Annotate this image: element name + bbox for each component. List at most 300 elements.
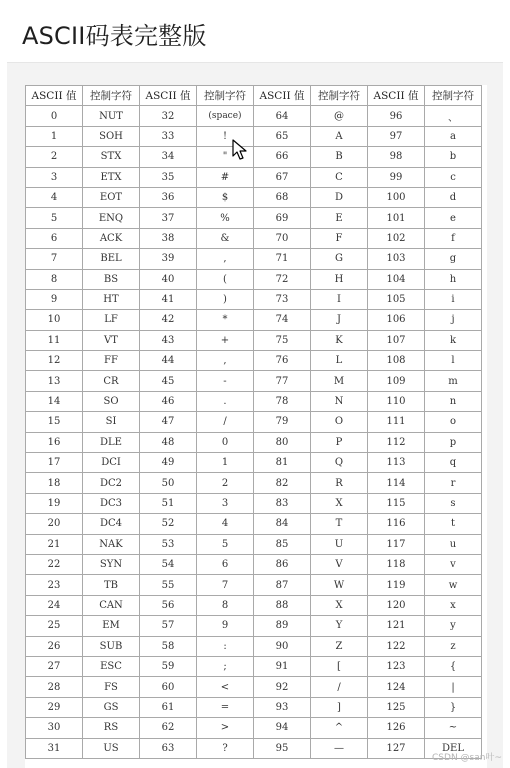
control-char-cell: + — [197, 330, 254, 350]
control-char-cell: C — [311, 167, 368, 187]
control-char-cell: 7 — [197, 575, 254, 595]
control-char-cell: V — [311, 554, 368, 574]
control-char-cell: VT — [83, 330, 140, 350]
control-char-cell: w — [425, 575, 482, 595]
ascii-value-cell: 78 — [254, 391, 311, 411]
control-char-cell: p — [425, 432, 482, 452]
ascii-value-cell: 124 — [368, 677, 425, 697]
control-char-cell: ! — [197, 126, 254, 146]
ascii-value-cell: 76 — [254, 351, 311, 371]
ascii-value-cell: 107 — [368, 330, 425, 350]
ascii-value-cell: 59 — [140, 656, 197, 676]
ascii-value-cell: 105 — [368, 289, 425, 309]
control-char-cell: Y — [311, 616, 368, 636]
ascii-value-cell: 125 — [368, 697, 425, 717]
ascii-value-cell: 64 — [254, 106, 311, 126]
control-char-cell: c — [425, 167, 482, 187]
control-char-cell: NUT — [83, 106, 140, 126]
table-row — [26, 391, 482, 411]
control-char-cell: < — [197, 677, 254, 697]
ascii-value-cell: 108 — [368, 351, 425, 371]
control-char-cell: DC2 — [83, 473, 140, 493]
control-char-cell: ENQ — [83, 208, 140, 228]
control-char-cell: n — [425, 391, 482, 411]
ascii-value-cell: 5 — [26, 208, 83, 228]
ascii-value-cell: 91 — [254, 656, 311, 676]
ascii-value-cell: 20 — [26, 514, 83, 534]
control-char-cell: ) — [197, 289, 254, 309]
ascii-value-cell: 1 — [26, 126, 83, 146]
ascii-value-cell: 50 — [140, 473, 197, 493]
ascii-value-cell: 109 — [368, 371, 425, 391]
ascii-value-cell: 94 — [254, 718, 311, 738]
control-char-cell: DLE — [83, 432, 140, 452]
control-char-cell: J — [311, 310, 368, 330]
control-char-cell: — — [311, 738, 368, 758]
table-header-row — [26, 86, 482, 106]
control-char-cell: , — [197, 249, 254, 269]
ascii-value-cell: 79 — [254, 412, 311, 432]
control-char-cell: R — [311, 473, 368, 493]
control-char-cell: F — [311, 228, 368, 248]
table-row — [26, 310, 482, 330]
ascii-value-cell: 69 — [254, 208, 311, 228]
control-char-cell: # — [197, 167, 254, 187]
control-char-cell: N — [311, 391, 368, 411]
control-char-cell: H — [311, 269, 368, 289]
ascii-value-cell: 80 — [254, 432, 311, 452]
control-char-cell: W — [311, 575, 368, 595]
table-row — [26, 493, 482, 513]
ascii-value-cell: 8 — [26, 269, 83, 289]
control-char-cell: E — [311, 208, 368, 228]
table-row — [26, 147, 482, 167]
control-char-cell: { — [425, 656, 482, 676]
control-char-cell: I — [311, 289, 368, 309]
ascii-value-cell: 51 — [140, 493, 197, 513]
control-char-cell: US — [83, 738, 140, 758]
control-char-cell: FS — [83, 677, 140, 697]
control-char-cell: ; — [197, 656, 254, 676]
control-char-cell: d — [425, 187, 482, 207]
control-char-cell: M — [311, 371, 368, 391]
control-char-cell: HT — [83, 289, 140, 309]
ascii-value-cell: 61 — [140, 697, 197, 717]
ascii-value-cell: 75 — [254, 330, 311, 350]
ascii-value-cell: 95 — [254, 738, 311, 758]
ascii-value-cell: 2 — [26, 147, 83, 167]
ascii-value-cell: 57 — [140, 616, 197, 636]
ascii-value-cell: 38 — [140, 228, 197, 248]
control-char-cell: G — [311, 249, 368, 269]
ascii-value-cell: 73 — [254, 289, 311, 309]
ascii-value-cell: 31 — [26, 738, 83, 758]
control-char-cell: Z — [311, 636, 368, 656]
ascii-value-cell: 33 — [140, 126, 197, 146]
ascii-value-cell: 72 — [254, 269, 311, 289]
ascii-value-cell: 52 — [140, 514, 197, 534]
ascii-value-cell: 118 — [368, 554, 425, 574]
table-row — [26, 534, 482, 554]
table-row — [26, 677, 482, 697]
control-char-cell: l — [425, 351, 482, 371]
control-char-cell: @ — [311, 106, 368, 126]
table-body — [26, 106, 482, 759]
ascii-value-cell: 111 — [368, 412, 425, 432]
ascii-value-cell: 98 — [368, 147, 425, 167]
control-char-cell: X — [311, 595, 368, 615]
control-char-cell: ^ — [311, 718, 368, 738]
ascii-value-cell: 102 — [368, 228, 425, 248]
ascii-value-cell: 17 — [26, 453, 83, 473]
ascii-value-cell: 26 — [26, 636, 83, 656]
ascii-value-cell: 77 — [254, 371, 311, 391]
control-char-cell: m — [425, 371, 482, 391]
table-row — [26, 289, 482, 309]
ascii-value-cell: 116 — [368, 514, 425, 534]
control-char-cell: O — [311, 412, 368, 432]
control-char-cell: FF — [83, 351, 140, 371]
control-char-cell: 3 — [197, 493, 254, 513]
mouse-pointer-icon — [232, 139, 248, 161]
table-row — [26, 167, 482, 187]
control-char-cell: ( — [197, 269, 254, 289]
ascii-value-cell: 85 — [254, 534, 311, 554]
table-row — [26, 249, 482, 269]
ascii-value-cell: 27 — [26, 656, 83, 676]
ascii-value-cell: 114 — [368, 473, 425, 493]
control-char-cell: / — [197, 412, 254, 432]
control-char-cell: s — [425, 493, 482, 513]
ascii-value-cell: 28 — [26, 677, 83, 697]
control-char-cell: o — [425, 412, 482, 432]
ascii-value-cell: 22 — [26, 554, 83, 574]
ascii-value-cell: 89 — [254, 616, 311, 636]
control-char-cell: f — [425, 228, 482, 248]
control-char-cell: DEL — [425, 738, 482, 758]
control-char-cell: & — [197, 228, 254, 248]
ascii-value-cell: 60 — [140, 677, 197, 697]
control-char-cell: | — [425, 677, 482, 697]
control-char-cell: ESC — [83, 656, 140, 676]
ascii-value-cell: 100 — [368, 187, 425, 207]
control-char-cell: SYN — [83, 554, 140, 574]
content-panel — [7, 62, 503, 768]
ascii-value-cell: 101 — [368, 208, 425, 228]
ascii-value-cell: 106 — [368, 310, 425, 330]
ascii-value-cell: 56 — [140, 595, 197, 615]
control-char-cell: SOH — [83, 126, 140, 146]
ascii-value-cell: 93 — [254, 697, 311, 717]
column-header: ASCII 值 — [368, 86, 425, 106]
control-char-cell: z — [425, 636, 482, 656]
ascii-value-cell: 115 — [368, 493, 425, 513]
control-char-cell: DCI — [83, 453, 140, 473]
control-char-cell: 、 — [425, 106, 482, 126]
control-char-cell: g — [425, 249, 482, 269]
ascii-value-cell: 44 — [140, 351, 197, 371]
ascii-value-cell: 86 — [254, 554, 311, 574]
ascii-value-cell: 48 — [140, 432, 197, 452]
ascii-value-cell: 39 — [140, 249, 197, 269]
table-row — [26, 371, 482, 391]
control-char-cell: 5 — [197, 534, 254, 554]
control-char-cell: $ — [197, 187, 254, 207]
table-row — [26, 126, 482, 146]
ascii-value-cell: 9 — [26, 289, 83, 309]
control-char-cell: q — [425, 453, 482, 473]
ascii-value-cell: 74 — [254, 310, 311, 330]
ascii-value-cell: 18 — [26, 473, 83, 493]
control-char-cell: * — [197, 310, 254, 330]
control-char-cell: L — [311, 351, 368, 371]
control-char-cell: U — [311, 534, 368, 554]
table-row — [26, 656, 482, 676]
control-char-cell: RS — [83, 718, 140, 738]
ascii-value-cell: 23 — [26, 575, 83, 595]
control-char-cell: SI — [83, 412, 140, 432]
table-row — [26, 208, 482, 228]
control-char-cell: T — [311, 514, 368, 534]
control-char-cell: P — [311, 432, 368, 452]
control-char-cell: ] — [311, 697, 368, 717]
ascii-value-cell: 65 — [254, 126, 311, 146]
ascii-value-cell: 126 — [368, 718, 425, 738]
control-char-cell: - — [197, 371, 254, 391]
ascii-value-cell: 13 — [26, 371, 83, 391]
control-char-cell: > — [197, 718, 254, 738]
table-row — [26, 575, 482, 595]
control-char-cell: ACK — [83, 228, 140, 248]
ascii-value-cell: 99 — [368, 167, 425, 187]
ascii-value-cell: 97 — [368, 126, 425, 146]
ascii-value-cell: 41 — [140, 289, 197, 309]
ascii-value-cell: 54 — [140, 554, 197, 574]
ascii-value-cell: 3 — [26, 167, 83, 187]
ascii-value-cell: 25 — [26, 616, 83, 636]
control-char-cell: 6 — [197, 554, 254, 574]
control-char-cell: k — [425, 330, 482, 350]
control-char-cell: % — [197, 208, 254, 228]
table-row — [26, 106, 482, 126]
ascii-table — [25, 85, 482, 759]
table-row — [26, 187, 482, 207]
ascii-value-cell: 46 — [140, 391, 197, 411]
ascii-value-cell: 63 — [140, 738, 197, 758]
control-char-cell: CR — [83, 371, 140, 391]
control-char-cell: [ — [311, 656, 368, 676]
ascii-value-cell: 15 — [26, 412, 83, 432]
table-row — [26, 412, 482, 432]
control-char-cell: EOT — [83, 187, 140, 207]
ascii-value-cell: 96 — [368, 106, 425, 126]
control-char-cell: 8 — [197, 595, 254, 615]
table-row — [26, 595, 482, 615]
control-char-cell: TB — [83, 575, 140, 595]
column-header: 控制字符 — [83, 86, 140, 106]
control-char-cell: v — [425, 554, 482, 574]
control-char-cell: BEL — [83, 249, 140, 269]
ascii-value-cell: 42 — [140, 310, 197, 330]
ascii-value-cell: 110 — [368, 391, 425, 411]
ascii-value-cell: 14 — [26, 391, 83, 411]
watermark: CSDN @san叶~ — [432, 753, 502, 763]
ascii-value-cell: 7 — [26, 249, 83, 269]
control-char-cell: 0 — [197, 432, 254, 452]
control-char-cell: ~ — [425, 718, 482, 738]
control-char-cell: r — [425, 473, 482, 493]
ascii-value-cell: 4 — [26, 187, 83, 207]
control-char-cell: , — [197, 351, 254, 371]
ascii-value-cell: 113 — [368, 453, 425, 473]
ascii-value-cell: 12 — [26, 351, 83, 371]
control-char-cell: EM — [83, 616, 140, 636]
ascii-value-cell: 29 — [26, 697, 83, 717]
ascii-value-cell: 103 — [368, 249, 425, 269]
ascii-value-cell: 0 — [26, 106, 83, 126]
ascii-value-cell: 10 — [26, 310, 83, 330]
control-char-cell: DC4 — [83, 514, 140, 534]
table-row — [26, 697, 482, 717]
control-char-cell: j — [425, 310, 482, 330]
ascii-value-cell: 127 — [368, 738, 425, 758]
column-header: ASCII 值 — [26, 86, 83, 106]
column-header: ASCII 值 — [254, 86, 311, 106]
table-row — [26, 514, 482, 534]
control-char-cell: " — [197, 147, 254, 167]
control-char-cell: b — [425, 147, 482, 167]
ascii-value-cell: 43 — [140, 330, 197, 350]
control-char-cell: BS — [83, 269, 140, 289]
control-char-cell: h — [425, 269, 482, 289]
ascii-value-cell: 36 — [140, 187, 197, 207]
control-char-cell: (space) — [197, 106, 254, 126]
control-char-cell: e — [425, 208, 482, 228]
table-row — [26, 738, 482, 758]
ascii-value-cell: 53 — [140, 534, 197, 554]
ascii-value-cell: 30 — [26, 718, 83, 738]
ascii-value-cell: 16 — [26, 432, 83, 452]
ascii-value-cell: 71 — [254, 249, 311, 269]
ascii-value-cell: 123 — [368, 656, 425, 676]
ascii-value-cell: 40 — [140, 269, 197, 289]
ascii-value-cell: 49 — [140, 453, 197, 473]
column-header: 控制字符 — [425, 86, 482, 106]
table-row — [26, 228, 482, 248]
table-row — [26, 718, 482, 738]
column-header: 控制字符 — [311, 86, 368, 106]
control-char-cell: D — [311, 187, 368, 207]
table-row — [26, 269, 482, 289]
control-char-cell: / — [311, 677, 368, 697]
table-row — [26, 616, 482, 636]
control-char-cell: Q — [311, 453, 368, 473]
ascii-value-cell: 37 — [140, 208, 197, 228]
ascii-value-cell: 120 — [368, 595, 425, 615]
ascii-value-cell: 67 — [254, 167, 311, 187]
control-char-cell: ? — [197, 738, 254, 758]
control-char-cell: . — [197, 391, 254, 411]
control-char-cell: X — [311, 493, 368, 513]
ascii-value-cell: 35 — [140, 167, 197, 187]
ascii-value-cell: 45 — [140, 371, 197, 391]
ascii-value-cell: 58 — [140, 636, 197, 656]
page-title: ASCII码表完整版 — [22, 22, 207, 50]
control-char-cell: t — [425, 514, 482, 534]
control-char-cell: a — [425, 126, 482, 146]
ascii-value-cell: 47 — [140, 412, 197, 432]
table-row — [26, 432, 482, 452]
control-char-cell: y — [425, 616, 482, 636]
control-char-cell: i — [425, 289, 482, 309]
control-char-cell: CAN — [83, 595, 140, 615]
ascii-value-cell: 112 — [368, 432, 425, 452]
table-row — [26, 351, 482, 371]
ascii-table-container — [25, 85, 487, 768]
control-char-cell: : — [197, 636, 254, 656]
ascii-value-cell: 6 — [26, 228, 83, 248]
ascii-value-cell: 88 — [254, 595, 311, 615]
table-row — [26, 473, 482, 493]
ascii-value-cell: 82 — [254, 473, 311, 493]
ascii-value-cell: 117 — [368, 534, 425, 554]
ascii-value-cell: 62 — [140, 718, 197, 738]
ascii-value-cell: 92 — [254, 677, 311, 697]
ascii-value-cell: 87 — [254, 575, 311, 595]
control-char-cell: 2 — [197, 473, 254, 493]
column-header: ASCII 值 — [140, 86, 197, 106]
column-header: 控制字符 — [197, 86, 254, 106]
ascii-value-cell: 83 — [254, 493, 311, 513]
control-char-cell: x — [425, 595, 482, 615]
table-row — [26, 554, 482, 574]
ascii-value-cell: 66 — [254, 147, 311, 167]
ascii-value-cell: 70 — [254, 228, 311, 248]
control-char-cell: STX — [83, 147, 140, 167]
ascii-value-cell: 32 — [140, 106, 197, 126]
ascii-value-cell: 104 — [368, 269, 425, 289]
control-char-cell: = — [197, 697, 254, 717]
ascii-value-cell: 55 — [140, 575, 197, 595]
ascii-value-cell: 81 — [254, 453, 311, 473]
table-row — [26, 330, 482, 350]
table-row — [26, 636, 482, 656]
control-char-cell: B — [311, 147, 368, 167]
control-char-cell: DC3 — [83, 493, 140, 513]
control-char-cell: SO — [83, 391, 140, 411]
ascii-value-cell: 34 — [140, 147, 197, 167]
control-char-cell: K — [311, 330, 368, 350]
ascii-value-cell: 84 — [254, 514, 311, 534]
control-char-cell: GS — [83, 697, 140, 717]
control-char-cell: 1 — [197, 453, 254, 473]
control-char-cell: NAK — [83, 534, 140, 554]
ascii-value-cell: 122 — [368, 636, 425, 656]
ascii-value-cell: 90 — [254, 636, 311, 656]
ascii-value-cell: 21 — [26, 534, 83, 554]
control-char-cell: ETX — [83, 167, 140, 187]
ascii-value-cell: 68 — [254, 187, 311, 207]
ascii-value-cell: 24 — [26, 595, 83, 615]
ascii-value-cell: 11 — [26, 330, 83, 350]
control-char-cell: } — [425, 697, 482, 717]
control-char-cell: u — [425, 534, 482, 554]
ascii-value-cell: 121 — [368, 616, 425, 636]
control-char-cell: 4 — [197, 514, 254, 534]
ascii-value-cell: 19 — [26, 493, 83, 513]
table-row — [26, 453, 482, 473]
control-char-cell: 9 — [197, 616, 254, 636]
